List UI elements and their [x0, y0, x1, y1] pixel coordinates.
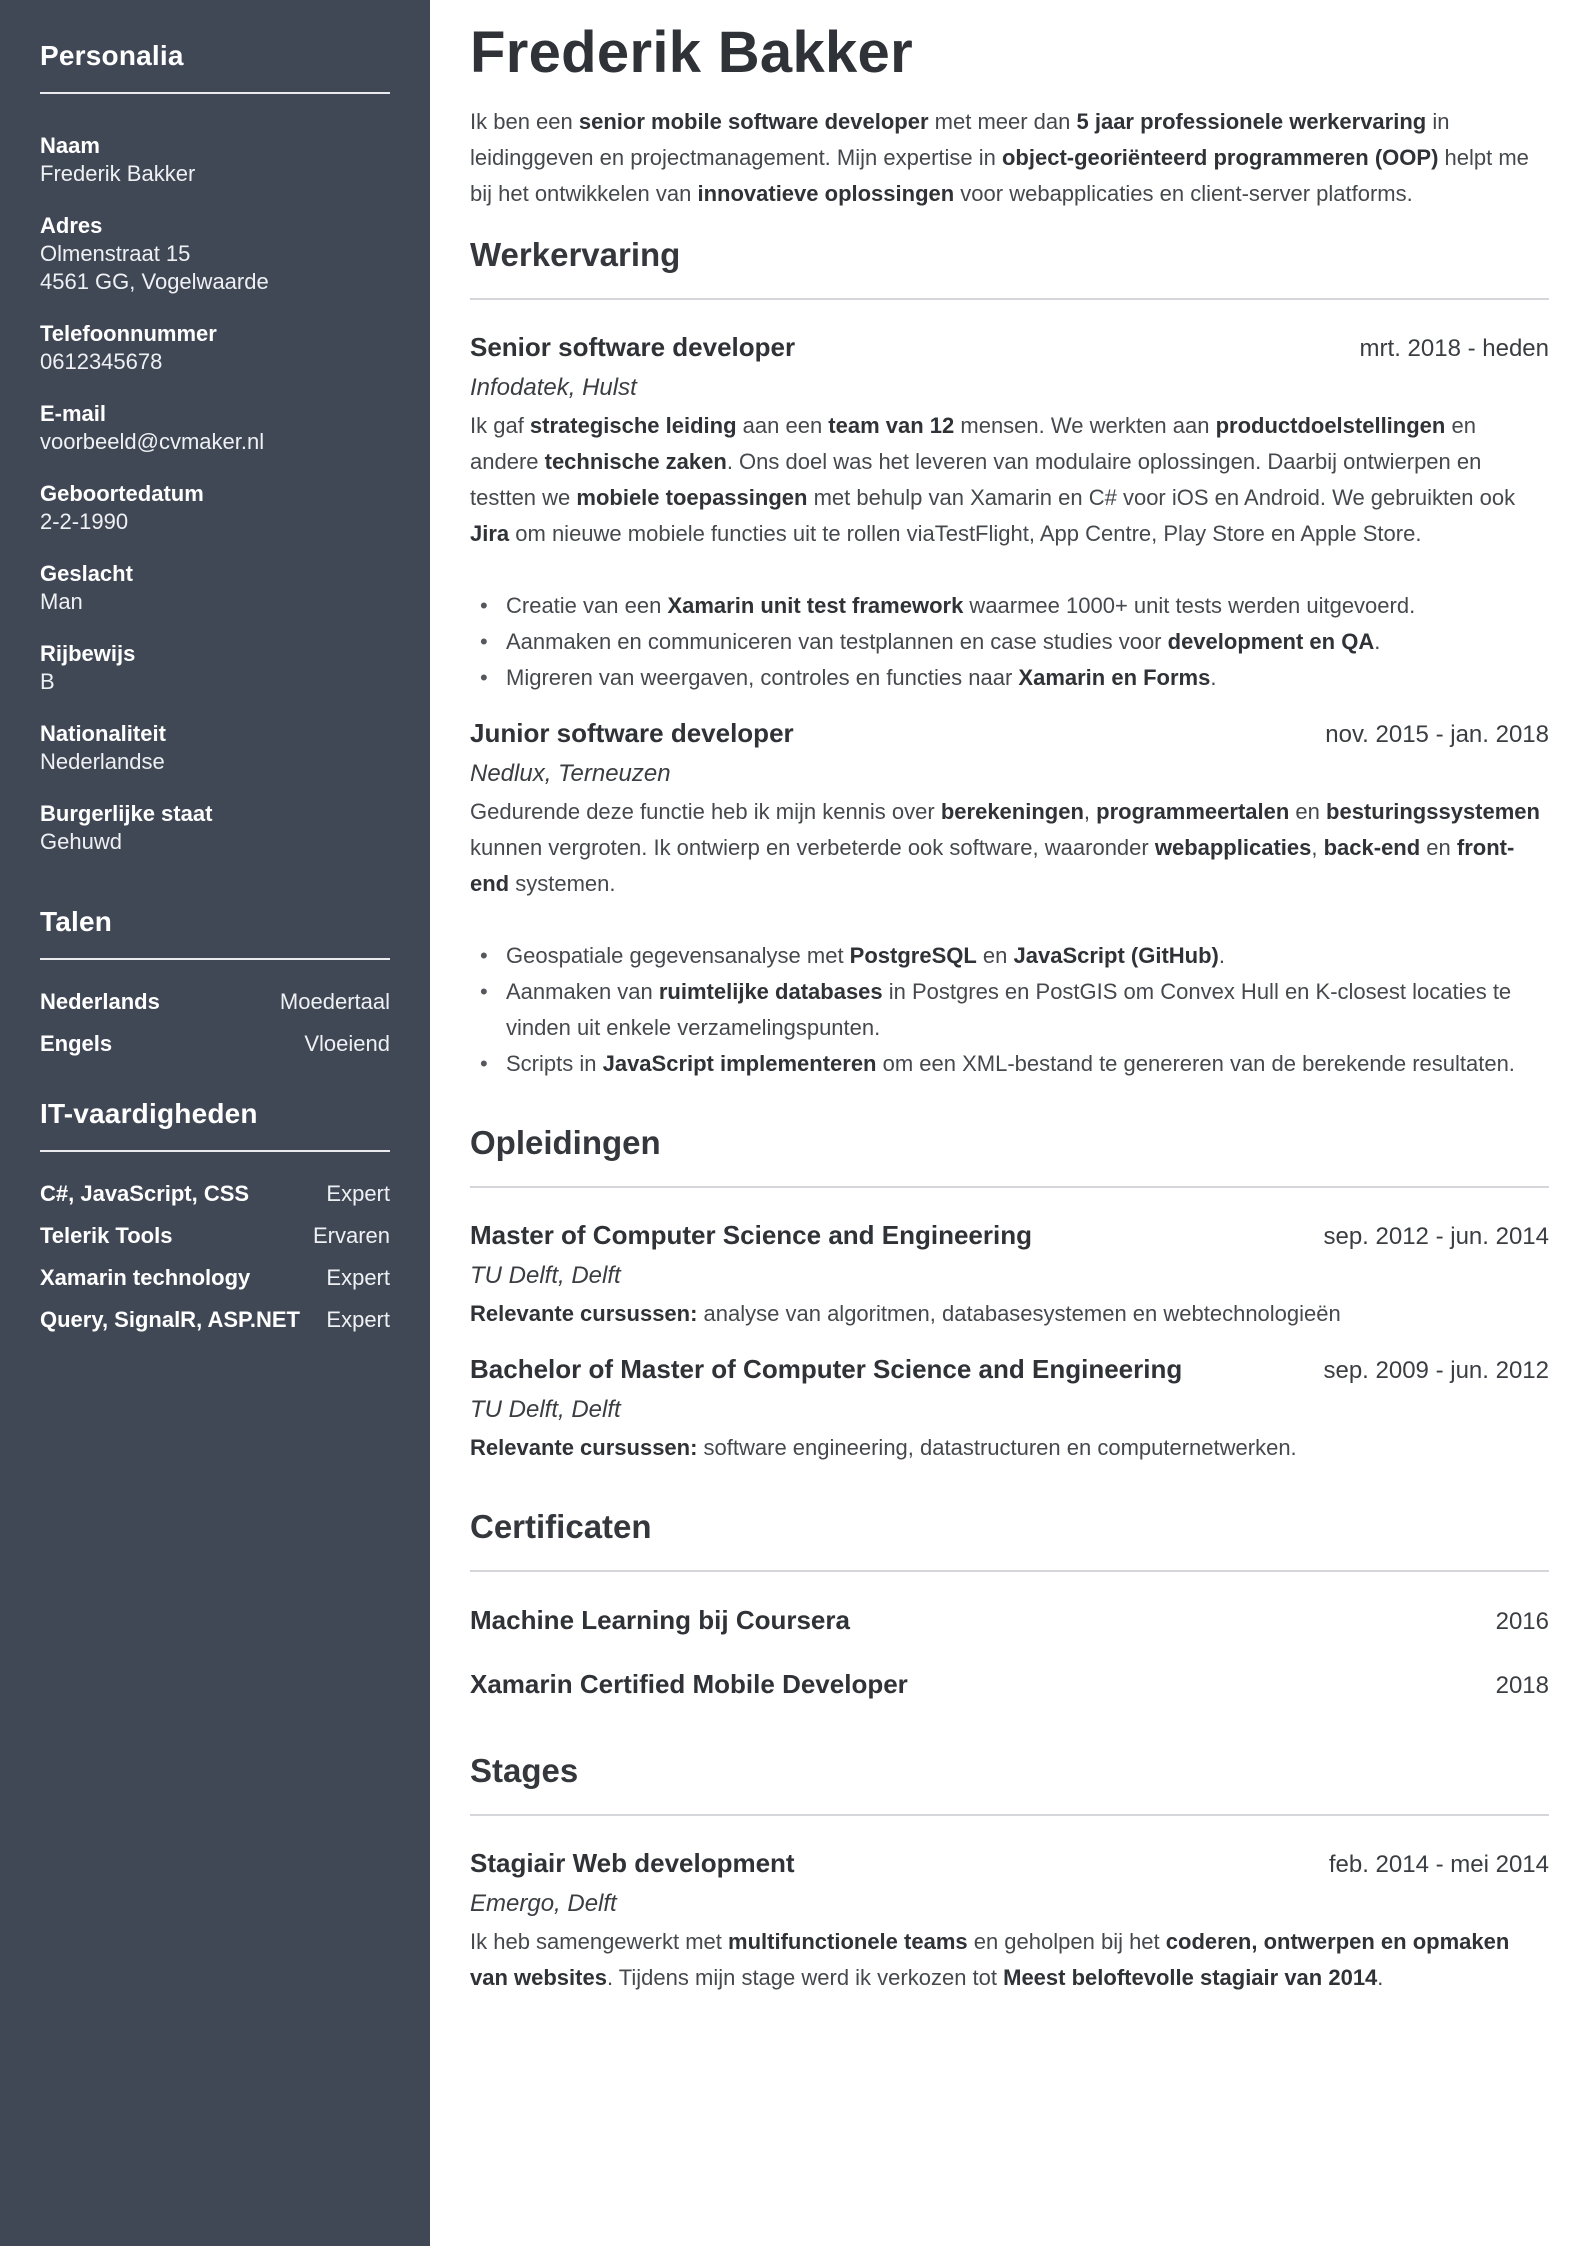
certificate-row	[470, 1600, 1549, 1640]
personal-item-label: Burgerlijke staat	[40, 801, 213, 826]
personal-item	[40, 212, 390, 296]
courses-text: software engineering, datastructuren en computernetwerken.	[697, 1435, 1297, 1460]
text-run: .	[1210, 665, 1217, 690]
bullet-item	[470, 974, 1549, 1046]
personal-item-value: 2-2-1990	[40, 509, 129, 534]
text-run: Aanmaken van	[506, 979, 659, 1004]
personal-item	[40, 400, 390, 456]
text-run: Migreren van weergaven, controles en functies naar	[506, 665, 1019, 690]
certificate-title: Machine Learning bij Coursera	[470, 1605, 850, 1635]
personal-item	[40, 640, 390, 696]
text-run: ,	[1083, 799, 1097, 824]
personal-item	[40, 560, 390, 616]
text-run: en andere	[470, 413, 1476, 474]
text-run: en geholpen bij het	[967, 1929, 1166, 1954]
bold-text: programmeertalen	[1096, 799, 1290, 824]
text-run: om nieuwe mobiele functies uit te rollen viaTestFlight, App Centre, Play Store en Apple Store.	[509, 521, 1422, 546]
text-run: Geospatiale gegevensanalyse met	[506, 943, 850, 968]
bold-text: Meest beloftevolle stagiair van 2014	[1003, 1965, 1378, 1990]
text-run: met behulp van Xamarin en C# voor iOS en Android. We gebruikten ook	[807, 485, 1516, 510]
bold-text: coderen, ontwerpen en opmaken van websites	[470, 1929, 1510, 1990]
bold-text: back-end	[1323, 835, 1421, 860]
bullet-item	[470, 588, 1549, 624]
text-run: Ik ben een	[470, 109, 579, 134]
bold-text: innovatieve oplossingen	[697, 181, 955, 206]
degree-institution: TU Delft, Delft	[470, 1262, 621, 1289]
text-run: in Postgres en PostGIS om Convex Hull en K-closest locaties te vinden uit enkele verzamelingspunten.	[506, 979, 1512, 1040]
personal-item	[40, 800, 390, 856]
bold-text: technische zaken	[544, 449, 727, 474]
bold-text: development en QA	[1167, 629, 1375, 654]
internship-title: Stagiair Web development	[470, 1848, 795, 1878]
certificates-list	[470, 1600, 1549, 1704]
bold-text: JavaScript implementeren	[602, 1051, 877, 1076]
page-title: Frederik Bakker	[470, 20, 913, 85]
text-run: Ik gaf	[470, 413, 530, 438]
text-run: om een XML-bestand te genereren van de berekende resultaten.	[876, 1051, 1515, 1076]
job-description	[470, 408, 1549, 552]
personal-item-value: B	[40, 669, 55, 694]
languages-list	[40, 988, 390, 1058]
internship-date: feb. 2014 - mei 2014	[1328, 1851, 1549, 1878]
skill-row	[40, 1264, 390, 1292]
job-company: Infodatek, Hulst	[470, 374, 637, 401]
education-list	[470, 1216, 1549, 1466]
text-run: Scripts in	[506, 1051, 603, 1076]
entry-header	[470, 1844, 1549, 1884]
bold-text: besturingssystemen	[1326, 799, 1540, 824]
personal-item-value: Frederik Bakker	[40, 161, 196, 186]
text-run: voor webapplicaties en client-server platforms.	[954, 181, 1413, 206]
courses-label: Relevante cursussen:	[470, 1301, 698, 1326]
text-run: en	[1420, 835, 1457, 860]
text-run: Ik heb samengewerkt met	[470, 1929, 729, 1954]
skill-name: Telerik Tools	[40, 1223, 173, 1248]
main-content	[470, 18, 1549, 2014]
skill-name: Xamarin technology	[40, 1265, 251, 1290]
bold-text: webapplicaties	[1154, 835, 1312, 860]
work-list	[470, 328, 1549, 1082]
bold-text: berekeningen	[940, 799, 1084, 824]
bold-text: Xamarin unit test framework	[667, 593, 964, 618]
text-run: . Tijdens mijn stage werd ik verkozen tot	[606, 1965, 1004, 1990]
text-run: ,	[1311, 835, 1324, 860]
skill-row	[40, 1180, 390, 1208]
bullet-item	[470, 1046, 1549, 1082]
work-heading: Werkervaring	[470, 212, 1549, 300]
bold-text: object-georiënteerd programmeren (OOP)	[1001, 145, 1439, 170]
personal-item-value: Nederlandse	[40, 749, 165, 774]
text-run: kunnen vergroten. Ik ontwierp en verbeterde ook software, waaronder	[470, 835, 1155, 860]
job-date: mrt. 2018 - heden	[1359, 335, 1549, 362]
text-run: Creatie van een	[506, 593, 668, 618]
bullet-item	[470, 660, 1549, 696]
bold-text: multifunctionele teams	[728, 1929, 968, 1954]
skill-level: Ervaren	[312, 1223, 390, 1248]
language-level: Moedertaal	[279, 989, 390, 1014]
text-run: . Ons doel was het leveren van modulaire oplossingen. Daarbij ontwierpen en testten we	[470, 449, 1482, 510]
entry-header	[470, 714, 1549, 754]
degree-courses	[470, 1430, 1549, 1466]
degree-institution: TU Delft, Delft	[470, 1396, 621, 1423]
degree-date: sep. 2012 - jun. 2014	[1323, 1223, 1549, 1250]
sidebar	[0, 0, 430, 2246]
personal-info-list	[40, 132, 390, 856]
bullet-item	[470, 624, 1549, 660]
bold-text: ruimtelijke databases	[658, 979, 883, 1004]
personal-item-value: voorbeeld@cvmaker.nl	[40, 429, 265, 454]
skill-level: Expert	[326, 1265, 390, 1290]
text-run: met meer dan	[928, 109, 1077, 134]
work-entry	[470, 714, 1549, 1082]
job-date: nov. 2015 - jan. 2018	[1325, 721, 1549, 748]
text-run: Aanmaken en communiceren van testplannen en case studies voor	[506, 629, 1168, 654]
text-run: systemen.	[509, 871, 616, 896]
personal-item-value: 0612345678	[40, 349, 163, 374]
text-run: .	[1218, 943, 1226, 968]
degree-title: Master of Computer Science and Engineering	[470, 1220, 1032, 1250]
job-bullets	[470, 588, 1549, 696]
bold-text: mobiele toepassingen	[576, 485, 808, 510]
personal-item-label: Naam	[40, 133, 100, 158]
personal-item	[40, 132, 390, 188]
work-entry	[470, 328, 1549, 696]
personal-item-label: E-mail	[40, 401, 107, 426]
entry-header	[470, 1350, 1549, 1390]
personal-item	[40, 720, 390, 776]
certificate-year: 2018	[1495, 1672, 1549, 1699]
entry-header	[470, 328, 1549, 368]
bullet-item	[470, 938, 1549, 974]
skill-level: Expert	[326, 1181, 390, 1206]
personal-item	[40, 480, 390, 536]
internships-list	[470, 1844, 1549, 1996]
intro-paragraph	[470, 104, 1549, 212]
skill-name: C#, JavaScript, CSS	[40, 1181, 250, 1206]
certificate-row	[470, 1664, 1549, 1704]
language-name: Engels	[40, 1031, 113, 1056]
language-level: Vloeiend	[304, 1031, 390, 1056]
language-row	[40, 988, 390, 1016]
text-run: en	[1289, 799, 1327, 824]
personal-item-label: Rijbewijs	[40, 641, 136, 666]
text-run: helpt me bij het ontwikkelen van	[470, 145, 1529, 206]
internship-entry	[470, 1844, 1549, 1996]
personal-item-label: Geslacht	[40, 561, 133, 586]
degree-date: sep. 2009 - jun. 2012	[1323, 1357, 1549, 1384]
personal-item-label: Nationaliteit	[40, 721, 166, 746]
personal-heading: Personalia	[40, 36, 390, 94]
job-bullets	[470, 938, 1549, 1082]
personal-item-value: Man	[40, 589, 83, 614]
skill-row	[40, 1222, 390, 1250]
certificates-heading: Certificaten	[470, 1484, 1549, 1572]
job-description	[470, 794, 1549, 902]
text-run: waarmee 1000+ unit tests werden uitgevoerd.	[963, 593, 1416, 618]
personal-item-value: Gehuwd	[40, 829, 122, 854]
education-entry	[470, 1216, 1549, 1332]
bold-text: JavaScript (GitHub)	[1013, 943, 1219, 968]
skills-list	[40, 1180, 390, 1334]
bold-text: 5 jaar professionele werkervaring	[1076, 109, 1427, 134]
bold-text: team van 12	[828, 413, 955, 438]
languages-heading: Talen	[40, 902, 390, 960]
internship-description	[470, 1924, 1549, 1996]
courses-text: analyse van algoritmen, databasesystemen en webtechnologieën	[697, 1301, 1341, 1326]
language-name: Nederlands	[40, 989, 160, 1014]
certificate-year: 2016	[1495, 1608, 1549, 1635]
personal-item-label: Geboortedatum	[40, 481, 204, 506]
personal-item-label: Telefoonnummer	[40, 321, 217, 346]
courses-label: Relevante cursussen:	[470, 1435, 698, 1460]
internship-company: Emergo, Delft	[470, 1890, 617, 1917]
bold-text: senior mobile software developer	[578, 109, 929, 134]
job-title: Junior software developer	[470, 718, 794, 748]
text-run: en	[976, 943, 1014, 968]
skill-name: Query, SignalR, ASP.NET	[40, 1307, 300, 1332]
text-run: mensen. We werkten aan	[954, 413, 1216, 438]
text-run: .	[1374, 629, 1381, 654]
language-row	[40, 1030, 390, 1058]
entry-header	[470, 1216, 1549, 1256]
personal-item	[40, 320, 390, 376]
personal-item-value: 4561 GG, Vogelwaarde	[40, 269, 269, 294]
bold-text: strategische leiding	[529, 413, 737, 438]
education-heading: Opleidingen	[470, 1100, 1549, 1188]
text-run: .	[1377, 1965, 1384, 1990]
bold-text: productdoelstellingen	[1215, 413, 1446, 438]
bold-text: Jira	[470, 521, 510, 546]
bold-text: front-end	[470, 835, 1515, 896]
degree-courses	[470, 1296, 1549, 1332]
skills-heading: IT-vaardigheden	[40, 1094, 390, 1152]
bold-text: Xamarin en Forms	[1018, 665, 1211, 690]
certificate-title: Xamarin Certified Mobile Developer	[470, 1669, 908, 1699]
job-company: Nedlux, Terneuzen	[470, 760, 671, 787]
bold-text: PostgreSQL	[849, 943, 977, 968]
internships-heading: Stages	[470, 1728, 1549, 1816]
text-run: Gedurende deze functie heb ik mijn kennis over	[470, 799, 941, 824]
job-title: Senior software developer	[470, 332, 796, 362]
skill-row	[40, 1306, 390, 1334]
degree-title: Bachelor of Master of Computer Science and Engineering	[470, 1354, 1183, 1384]
text-run: aan een	[736, 413, 829, 438]
personal-item-label: Adres	[40, 213, 103, 238]
education-entry	[470, 1350, 1549, 1466]
text-run: in leidinggeven en projectmanagement. Mijn expertise in	[470, 109, 1450, 170]
personal-item-value: Olmenstraat 15	[40, 241, 191, 266]
skill-level: Expert	[326, 1307, 390, 1332]
